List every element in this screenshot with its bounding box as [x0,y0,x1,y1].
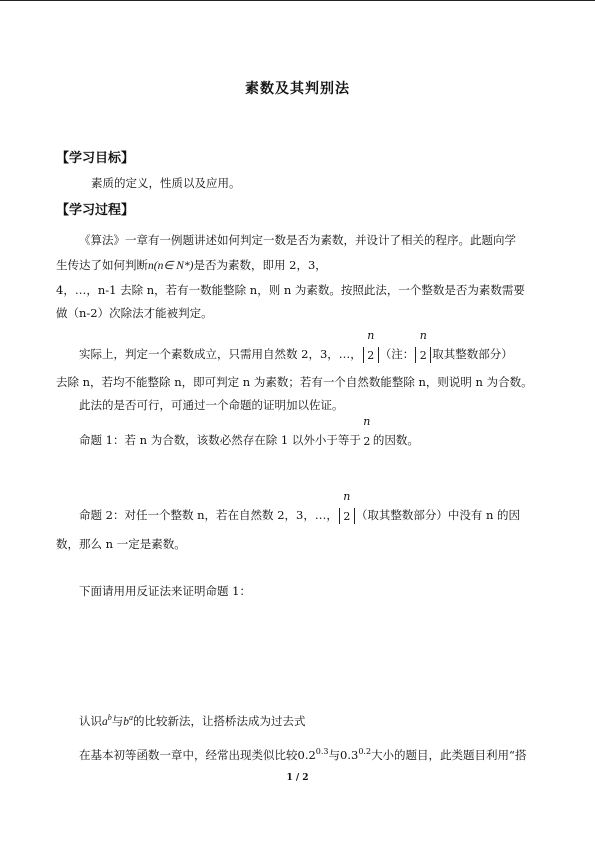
para1-line1: 《算法》一章有一例题讲述如何判定一数是否为素数，并设计了相关的程序。此题向学 [79,233,516,247]
para1-line3: 4，…，n-1 去除 n，若有一数能整除 n，则 n 为素数。按照此法，一个整数是否为素数需要 [56,283,525,297]
para2-line1-a: 实际上，判定一个素数成立，只需用自然数 2，3，…， [79,347,362,361]
page-title: 素数及其判别法 [245,81,350,97]
section2-line2 [79,748,526,762]
math-a: a [102,716,108,728]
floor-bar [363,347,364,363]
fraction-numerator: n [363,414,371,428]
math-a-exponent: b [107,713,112,723]
proposition-1 [79,414,419,449]
section2-line1-mid: 与 [111,714,124,728]
prop1-text-a: 命题 1：若 n 为合数，该数必然存在除 1 以外小于等于 [79,433,361,447]
proposition-2 [79,489,521,524]
math-b: b [123,716,129,728]
math-0.2-exponent: 0.3 [315,747,329,757]
math-n-in-N: n(n∈ N*) [148,260,194,272]
math-0.3: 0.3 [340,748,359,762]
para2-line1-b: （注： [379,347,415,361]
section2-line2-b: 大小的题目，此类题目利用“搭 [371,748,527,762]
fraction-numerator: n [343,489,351,503]
page-number: 1 / 2 [286,773,309,783]
para2-line1 [79,328,513,363]
fraction-denominator: 2 [367,348,375,362]
floor-bar [415,347,416,363]
process-heading: 【学习过程】 [56,203,135,218]
goals-heading: 【学习目标】 [56,151,135,166]
fraction-denominator: 2 [419,348,427,362]
section2-line1 [79,714,306,729]
fraction-n-over-2 [361,414,373,449]
fraction-numerator: n [367,328,375,342]
prop1-text-b: 的因数。 [372,433,419,447]
math-0.2: 0.2 [297,748,316,762]
proof-prompt: 下面请用用反证法来证明命题 1： [79,584,251,598]
prop2-line1-a: 命题 2：对任一个整数 n，若在自然数 2，3，…， [79,508,338,522]
fraction-n-over-2 [365,328,377,363]
math-0.3-exponent: 0.2 [358,747,372,757]
prop2-line2: 数，那么 n 一定是素数。 [56,537,186,551]
para2-line3: 此法的是否可行，可通过一个命题的证明加以佐证。 [79,398,344,412]
para1-line2-b: 是否为素数，即用 2，3， [193,258,327,272]
fraction-numerator: n [419,328,427,342]
section2-line1-a: 认识 [79,714,102,728]
floor-bar [378,347,379,363]
math-b-exponent: a [129,713,133,723]
floor-bar [339,508,340,524]
fraction-n-over-2 [417,328,429,363]
fraction-n-over-2 [341,489,353,524]
para2-line1-c: 取其整数部分） [432,347,513,361]
top-rule [0,0,595,1]
fraction-denominator: 2 [363,434,371,448]
goals-text: 素质的定义，性质以及应用。 [91,176,241,190]
fraction-denominator: 2 [343,509,351,523]
prop2-line1-b: （取其整数部分）中没有 n 的因 [355,508,521,522]
section2-line2-mid: 与 [328,748,341,762]
para1-line2 [56,258,327,273]
floor-bar [354,508,355,524]
section2-line1-b: 的比较新法，让搭桥法成为过去式 [133,714,306,728]
section2-line2-a: 在基本初等函数一章中，经常出现类似比较 [79,748,298,762]
para1-line2-a: 生传达了如何判断 [56,258,148,272]
para2-line2: 去除 n，若均不能整除 n，即可判定 n 为素数；若有一个自然数能整除 n，则说明 n 为合数。 [56,375,533,389]
para1-line4: 做（n-2）次除法才能被判定。 [56,306,213,320]
